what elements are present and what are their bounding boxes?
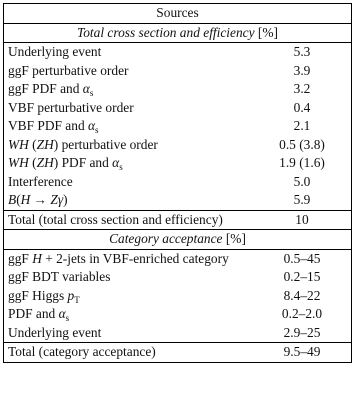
row-value: 2.1 bbox=[253, 117, 352, 136]
table-row bbox=[4, 191, 352, 210]
row-label: Underlying event bbox=[4, 324, 254, 343]
row-value: 0.4 bbox=[253, 99, 352, 118]
row-value: 3.2 bbox=[253, 80, 352, 99]
systematics-table-container bbox=[3, 3, 352, 363]
row-label: ggF perturbative order bbox=[4, 62, 254, 81]
row-value: 5.0 bbox=[253, 173, 352, 192]
row-value: 8.4–22 bbox=[253, 287, 352, 306]
row-label: Underlying event bbox=[4, 43, 254, 62]
table-row bbox=[4, 249, 352, 268]
table-total-row bbox=[4, 343, 352, 363]
section-title-text: Category acceptance bbox=[109, 231, 223, 247]
table-row bbox=[4, 287, 352, 306]
section-title-text: Total cross section and efficiency bbox=[77, 24, 255, 40]
table-total-row bbox=[4, 210, 352, 230]
row-value: 3.9 bbox=[253, 62, 352, 81]
table-row bbox=[4, 173, 352, 192]
row-value: 0.5 (3.8) bbox=[253, 136, 352, 155]
row-label: PDF and $\alpha_s$ bbox=[4, 305, 254, 324]
total-value: 10 bbox=[253, 210, 352, 230]
table-row bbox=[4, 305, 352, 324]
row-value: 0.2–15 bbox=[253, 268, 352, 287]
table-row bbox=[4, 154, 352, 173]
total-label: Total (category acceptance) bbox=[4, 343, 254, 363]
row-label: ggF BDT variables bbox=[4, 268, 254, 287]
row-value: 0.2–2.0 bbox=[253, 305, 352, 324]
row-label: ggF PDF and $\alpha_s$ bbox=[4, 80, 254, 99]
row-label: ggF Higgs $p_T$ bbox=[4, 287, 254, 306]
row-value: 2.9–25 bbox=[253, 324, 352, 343]
table-row bbox=[4, 136, 352, 155]
table-row bbox=[4, 80, 352, 99]
row-value: 5.3 bbox=[253, 43, 352, 62]
row-label-text: ggF Higgs bbox=[8, 287, 68, 303]
table-row bbox=[4, 324, 352, 343]
row-value: 0.5–45 bbox=[253, 249, 352, 268]
table-row bbox=[4, 62, 352, 81]
section-title-unit: [%] bbox=[225, 231, 246, 247]
row-label: VBF PDF and $\alpha_s$ bbox=[4, 117, 254, 136]
row-label: WH (ZH) perturbative order bbox=[4, 136, 254, 155]
row-value: 1.9 (1.6) bbox=[253, 154, 352, 173]
row-label: WH (ZH) PDF and $\alpha_s$ bbox=[4, 154, 254, 173]
section-title-unit: [%] bbox=[257, 24, 278, 40]
table-row bbox=[4, 117, 352, 136]
total-value: 9.5–49 bbox=[253, 343, 352, 363]
systematics-table bbox=[3, 3, 352, 363]
row-label: Interference bbox=[4, 173, 254, 192]
table-row bbox=[4, 99, 352, 118]
total-label: Total (total cross section and efficiency) bbox=[4, 210, 254, 230]
section-header-category-acceptance bbox=[4, 230, 352, 250]
row-label-text: ggF PDF and bbox=[8, 81, 83, 97]
row-value: 5.9 bbox=[253, 191, 352, 210]
section-title-category-acceptance bbox=[4, 230, 352, 250]
table-header-row bbox=[4, 4, 352, 24]
table-row bbox=[4, 43, 352, 62]
row-label-text: PDF and bbox=[8, 306, 59, 322]
row-label: VBF perturbative order bbox=[4, 99, 254, 118]
row-label: B(H → Zγ) bbox=[4, 191, 254, 210]
row-label-text: VBF PDF and bbox=[8, 118, 88, 134]
header-sources: Sources bbox=[4, 4, 352, 24]
row-label: ggF H + 2-jets in VBF-enriched category bbox=[4, 249, 254, 268]
section-header-cross-section bbox=[4, 23, 352, 43]
table-row bbox=[4, 268, 352, 287]
section-title-cross-section bbox=[4, 23, 352, 43]
